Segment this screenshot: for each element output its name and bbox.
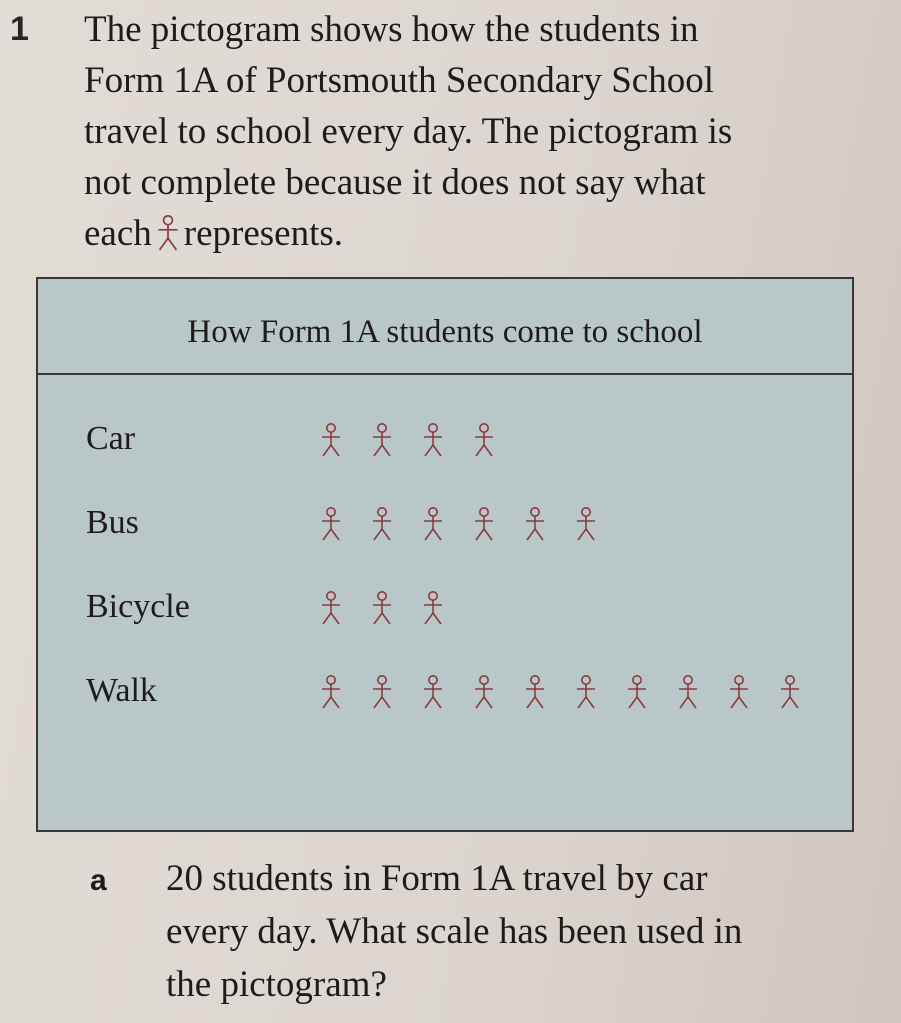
- stick-figure-icon: [626, 675, 648, 709]
- stick-figure-icon: [728, 675, 750, 709]
- stick-figure-icon: [320, 507, 342, 541]
- intro-line-1: The pictogram shows how the students in: [84, 9, 699, 50]
- stick-figure-icon: [422, 423, 444, 457]
- part-a-line-3: the pictogram?: [166, 964, 387, 1005]
- stick-figure-icon: [779, 675, 801, 709]
- stick-figure-icon: [422, 591, 444, 625]
- stick-figure-icon: [473, 507, 495, 541]
- stick-figure-icon: [524, 675, 546, 709]
- question-number: 1: [10, 10, 29, 48]
- row-label: Bicycle: [86, 588, 190, 625]
- row-icons: [320, 423, 524, 463]
- intro-line-2: Form 1A of Portsmouth Secondary School: [84, 60, 715, 101]
- pictogram-row-bus: [38, 503, 852, 587]
- pictogram-row-walk: [38, 671, 852, 755]
- stick-figure-icon: [575, 507, 597, 541]
- question-intro: [84, 4, 864, 259]
- row-icons: [320, 507, 626, 547]
- row-icons: [320, 591, 473, 631]
- stick-figure-icon: [575, 675, 597, 709]
- intro-represents-word: represents.: [183, 213, 344, 254]
- intro-line-4: not complete because it does not say what: [84, 162, 706, 203]
- stick-figure-icon: [371, 507, 393, 541]
- stick-figure-icon: [156, 215, 180, 251]
- stick-figure-icon: [320, 591, 342, 625]
- intro-line-5: [84, 208, 864, 259]
- stick-figure-icon: [320, 423, 342, 457]
- row-label: Bus: [86, 504, 139, 541]
- pictogram-row-bicycle: [38, 587, 852, 671]
- row-label: Walk: [86, 672, 157, 709]
- pictogram-title: How Form 1A students come to school: [38, 279, 852, 375]
- pictogram-row-car: [38, 419, 852, 503]
- intro-line-3: travel to school every day. The pictogram is: [84, 111, 733, 152]
- stick-figure-icon: [422, 675, 444, 709]
- stick-figure-icon: [524, 507, 546, 541]
- part-letter: a: [90, 864, 107, 897]
- stick-figure-icon: [473, 423, 495, 457]
- row-icons: [320, 675, 830, 715]
- stick-figure-icon: [371, 423, 393, 457]
- stick-figure-icon: [473, 675, 495, 709]
- stick-figure-icon: [371, 675, 393, 709]
- intro-each-word: each: [84, 213, 152, 254]
- pictogram-rows: [38, 419, 852, 755]
- stick-figure-icon: [677, 675, 699, 709]
- stick-figure-icon: [320, 675, 342, 709]
- part-a-question: [166, 852, 886, 1011]
- part-a-line-2: every day. What scale has been used in: [166, 911, 743, 952]
- part-a-line-1: 20 students in Form 1A travel by car: [166, 858, 708, 899]
- stick-figure-icon: [371, 591, 393, 625]
- pictogram-table: [36, 277, 854, 832]
- row-label: Car: [86, 420, 136, 457]
- stick-figure-icon: [422, 507, 444, 541]
